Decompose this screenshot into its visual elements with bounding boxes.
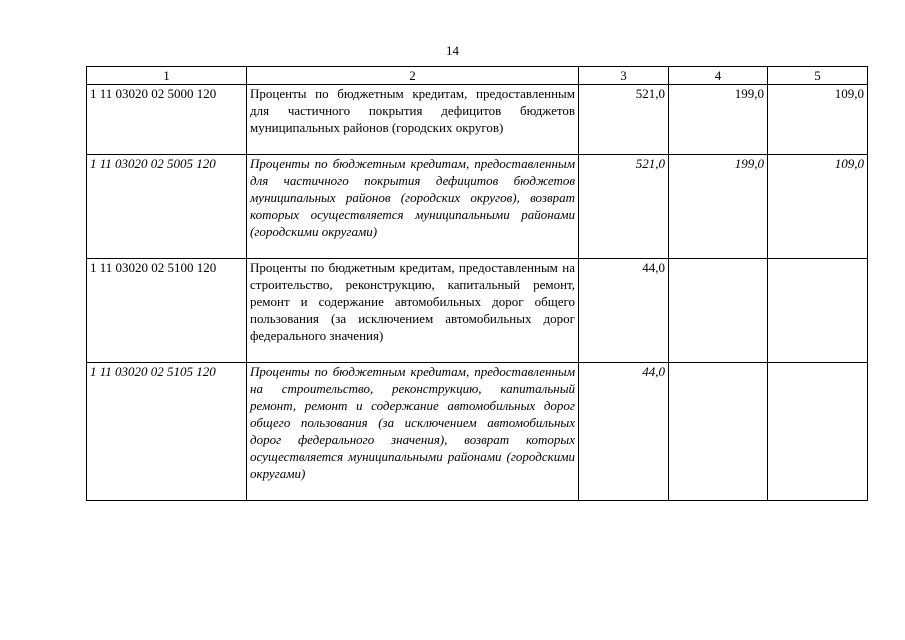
column-header-3: 3 xyxy=(579,67,669,85)
page-number: 14 xyxy=(446,43,459,58)
row-value-col4 xyxy=(669,363,768,501)
row-description: Проценты по бюджетным кредитам, предоставленным на строительство, реконструкцию, капитальный ремонт, ремонт и содержание автомобильных дорог общего пользования (за исключением автомобильных дорог федерального значения) xyxy=(247,259,579,363)
row-description: Проценты по бюджетным кредитам, предоставленным для частичного покрытия дефицитов бюджетов муниципальных районов (городских округов) xyxy=(247,85,579,155)
row-value-col5 xyxy=(768,259,868,363)
row-code: 1 11 03020 02 5100 120 xyxy=(87,259,247,363)
table-header-row xyxy=(87,67,868,85)
row-value-col3: 521,0 xyxy=(579,85,669,155)
table-row xyxy=(87,155,868,259)
row-value-col4: 199,0 xyxy=(669,155,768,259)
row-value-col3: 44,0 xyxy=(579,259,669,363)
row-value-col4 xyxy=(669,259,768,363)
row-value-col5: 109,0 xyxy=(768,85,868,155)
row-code: 1 11 03020 02 5105 120 xyxy=(87,363,247,501)
row-value-col5: 109,0 xyxy=(768,155,868,259)
table-row xyxy=(87,85,868,155)
column-header-2: 2 xyxy=(247,67,579,85)
column-header-5: 5 xyxy=(768,67,868,85)
row-value-col5 xyxy=(768,363,868,501)
table-row xyxy=(87,259,868,363)
row-code: 1 11 03020 02 5005 120 xyxy=(87,155,247,259)
row-description: Проценты по бюджетным кредитам, предоставленным для частичного покрытия дефицитов бюджетов муниципальных районов (городских округов), возврат которых осуществляется муниципальными районами (городскими округами) xyxy=(247,155,579,259)
row-value-col3: 521,0 xyxy=(579,155,669,259)
row-description: Проценты по бюджетным кредитам, предоставленным на строительство, реконструкцию, капитальный ремонт, ремонт и содержание автомобильных дорог общего пользования (за исключением автомобильных дорог федерального значения), возврат которых осуществляется муниципальными районами (городскими округами) xyxy=(247,363,579,501)
column-header-4: 4 xyxy=(669,67,768,85)
row-code: 1 11 03020 02 5000 120 xyxy=(87,85,247,155)
row-value-col4: 199,0 xyxy=(669,85,768,155)
row-value-col3: 44,0 xyxy=(579,363,669,501)
budget-table xyxy=(86,66,868,501)
table-row xyxy=(87,363,868,501)
column-header-1: 1 xyxy=(87,67,247,85)
